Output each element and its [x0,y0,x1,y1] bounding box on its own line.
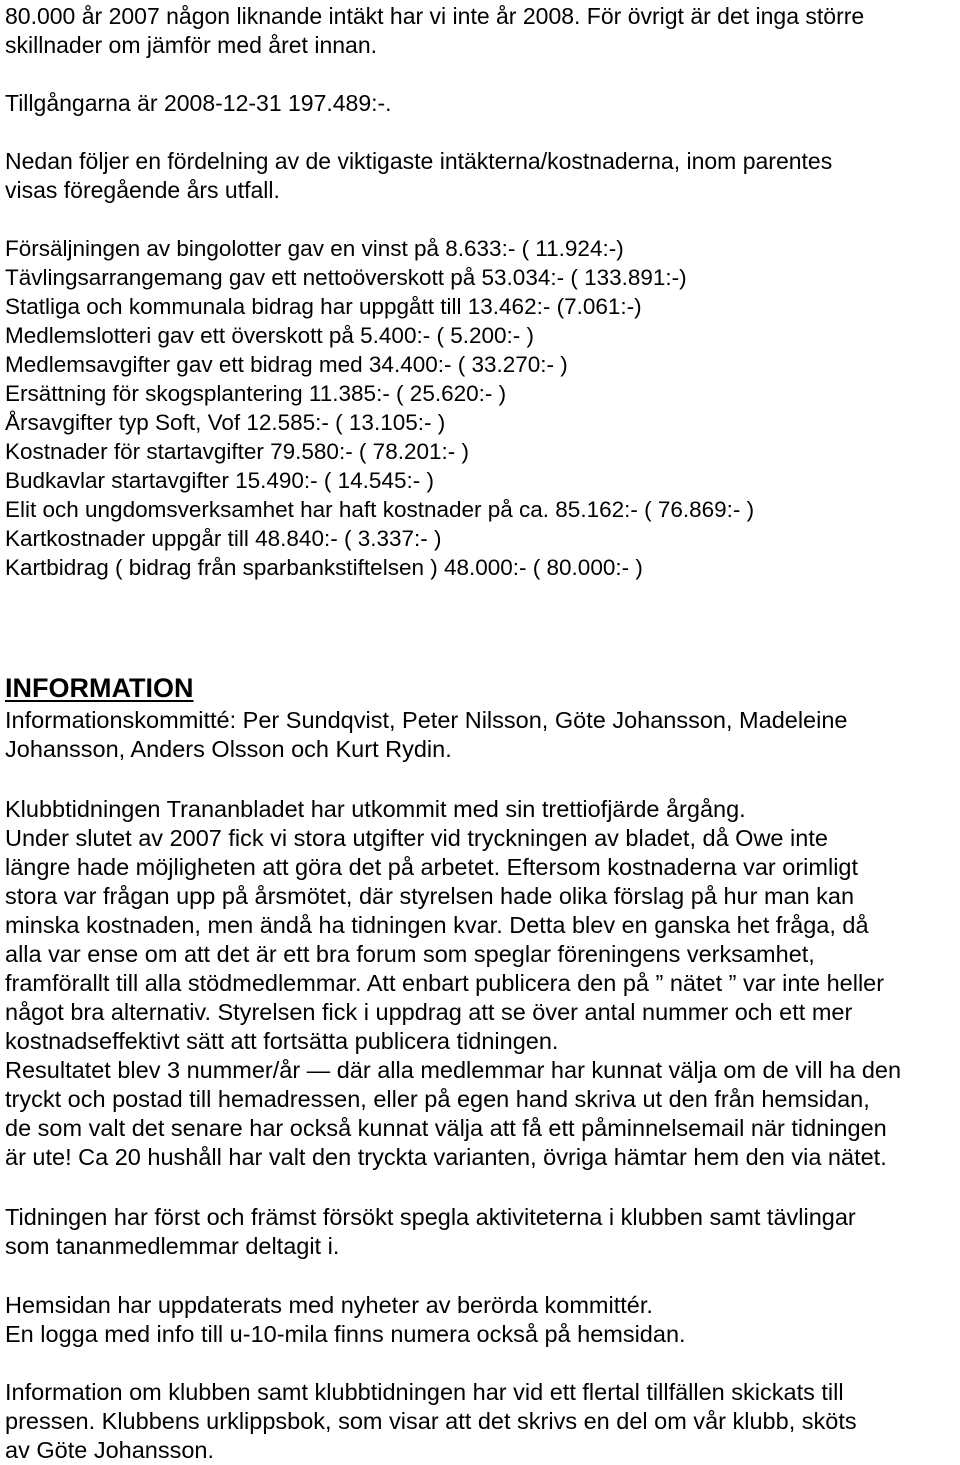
finance-item: Medlemsavgifter gav ett bidrag med 34.400:- ( 33.270:- ) [5,352,568,377]
assets-line: Tillgångarna är 2008-12-31 197.489:-. [5,90,392,116]
finance-item: Tävlingsarrangemang gav ett nettoöverskott på 53.034:- ( 133.891:-) [5,265,687,290]
text-line: Klubbtidningen Trananbladet har utkommit med sin trettiofjärde årgång. [5,796,746,822]
assets-paragraph [5,89,392,118]
text-line: som tananmedlemmar deltagit i. [5,1233,340,1259]
finance-item: Årsavgifter typ Soft, Vof 12.585:- ( 13.105:- ) [5,410,446,435]
text-line: Under slutet av 2007 fick vi stora utgifter vid tryckningen av bladet, då Owe inte [5,825,828,851]
mirror-paragraph [5,1203,856,1261]
text-line: Informationskommitté: Per Sundqvist, Peter Nilsson, Göte Johansson, Madeleine [5,707,848,733]
text-line: framförallt till alla stödmedlemmar. Att enbart publicera den på ” nätet ” var inte heller [5,970,885,996]
text-line: längre hade möjligheten att göra det på arbetet. Eftersom kostnaderna var orimligt [5,854,859,880]
finance-item-list [5,234,754,582]
finance-item: Kostnader för startavgifter 79.580:- ( 78.201:- ) [5,439,469,464]
text-line: Hemsidan har uppdaterats med nyheter av berörda kommittér. [5,1292,653,1318]
text-line: kostnadseffektivt sätt att fortsätta publicera tidningen. [5,1028,559,1054]
website-paragraph [5,1291,686,1349]
committee-paragraph [5,706,848,764]
text-line: tryckt och postad till hemadressen, eller på egen hand skriva ut den från hemsidan, [5,1086,870,1112]
text-line: 80.000 år 2007 någon liknande intäkt har vi inte år 2008. För övrigt är det inga större [5,3,865,29]
finance-item: Ersättning för skogsplantering 11.385:- ( 25.620:- ) [5,381,507,406]
text-line: pressen. Klubbens urklippsbok, som visar att det skrivs en del om vår klubb, sköts [5,1408,857,1434]
text-line: Resultatet blev 3 nummer/år — där alla medlemmar har kunnat välja om de vill ha den [5,1057,902,1083]
text-line: något bra alternativ. Styrelsen fick i uppdrag att se över antal nummer och ett mer [5,999,853,1025]
text-line: visas föregående års utfall. [5,177,280,203]
text-line: stora var frågan upp på årsmötet, där styrelsen hade olika förslag på hur man kan [5,883,855,909]
finance-item: Statliga och kommunala bidrag har uppgått till 13.462:- (7.061:-) [5,294,642,319]
text-line: Tidningen har först och främst försökt spegla aktiviteterna i klubben samt tävlingar [5,1204,856,1230]
text-line: Nedan följer en fördelning av de viktigaste intäkterna/kostnaderna, inom parentes [5,148,833,174]
text-line: skillnader om jämför med året innan. [5,32,377,58]
text-line: Johansson, Anders Olsson och Kurt Rydin. [5,736,452,762]
section-heading: INFORMATION [5,673,194,703]
text-line: är ute! Ca 20 hushåll har valt den tryckta varianten, övriga hämtar hem den via nätet. [5,1144,887,1170]
text-line: En logga med info till u-10-mila finns numera också på hemsidan. [5,1321,686,1347]
text-line: alla var ense om att det är ett bra forum som speglar föreningens verksamhet, [5,941,815,967]
finance-item: Kartkostnader uppgår till 48.840:- ( 3.337:- ) [5,526,442,551]
newsletter-paragraph [5,795,901,1172]
intro-paragraph [5,2,864,60]
text-line: Information om klubben samt klubbtidningen har vid ett flertal tillfällen skickats till [5,1379,844,1405]
text-line: av Göte Johansson. [5,1437,215,1463]
text-line: de som valt det senare har också kunnat välja att få ett påminnelsemail när tidningen [5,1115,887,1141]
press-paragraph [5,1378,857,1465]
finance-item: Budkavlar startavgifter 15.490:- ( 14.545:- ) [5,468,434,493]
text-line: minska kostnaden, men ändå ha tidningen kvar. Detta blev en ganska het fråga, då [5,912,869,938]
finance-item: Elit och ungdomsverksamhet har haft kostnader på ca. 85.162:- ( 76.869:- ) [5,497,755,522]
finance-item: Kartbidrag ( bidrag från sparbankstiftelsen ) 48.000:- ( 80.000:- ) [5,555,643,580]
finance-item: Medlemslotteri gav ett överskott på 5.400:- ( 5.200:- ) [5,323,534,348]
finance-item: Försäljningen av bingolotter gav en vinst på 8.633:- ( 11.924:-) [5,236,624,261]
breakdown-intro-paragraph [5,147,832,205]
